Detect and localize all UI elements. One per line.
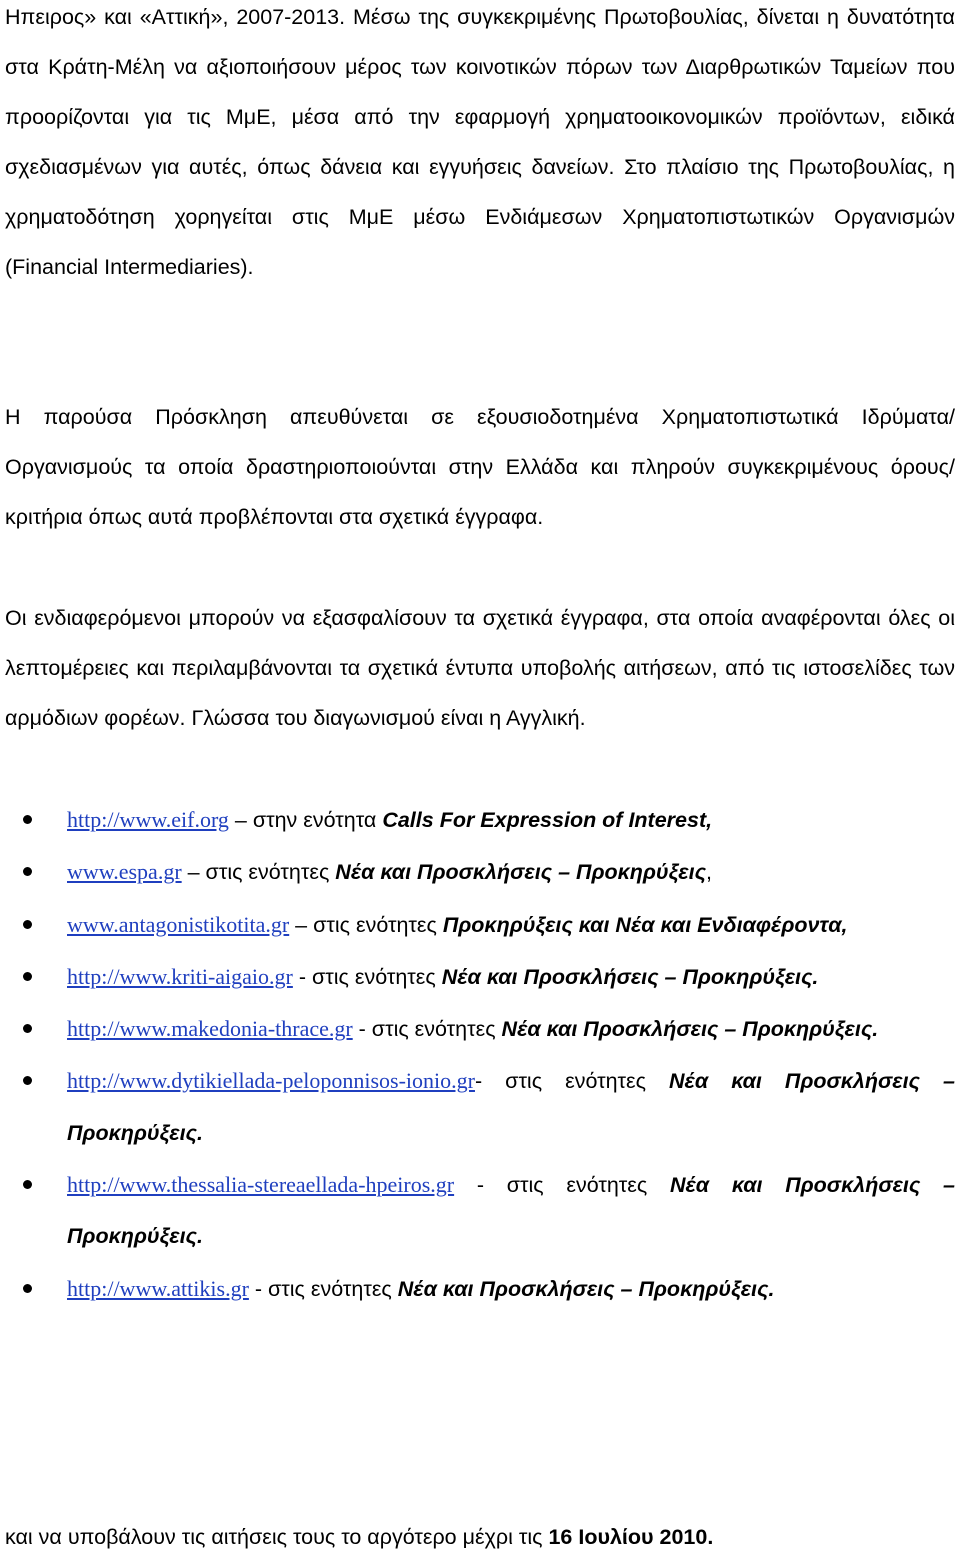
link-espa[interactable]: www.espa.gr [67,859,182,885]
section-name: Νέα και Προσκλήσεις – Προκηρύξεις. [441,964,819,989]
bullet-icon [23,1180,32,1189]
list-item [5,1003,955,1055]
link-description: – στην ενότητα [228,808,383,832]
deadline-date: 16 Ιουλίου 2010. [548,1525,714,1549]
bullet-icon [23,1024,32,1033]
bullet-icon [23,1076,32,1085]
link-description: - στις ενότητες [352,1017,502,1042]
websites-list [5,794,955,1315]
bullet-icon [23,867,32,876]
link-kriti-aigaio[interactable]: http://www.kriti-aigaio.gr [67,963,293,989]
link-attikis[interactable]: http://www.attikis.gr [67,1275,249,1301]
list-item [5,794,955,846]
list-item [5,1055,955,1159]
list-item [5,899,955,951]
invitation-paragraph: Η παρούσα Πρόσκληση απευθύνεται σε εξουσιοδοτημένα Χρηματοπιστωτικά Ιδρύματα/Οργανισμούς τα οποία δραστηριοποιούνται στην Ελλάδα και πληρούν συγκεκριμένους όρους/κριτήρια όπως αυτά προβλέπονται στα σχετικά έγγραφα. [5,405,955,529]
link-dytikiellada[interactable]: http://www.dytikiellada-peloponnisos-ionio.gr [67,1068,475,1094]
intro-paragraph: Ηπειρος» και «Αττική», 2007-2013. Μέσω της συγκεκριμένης Πρωτοβουλίας, δίνεται η δυνατότητα στα Κράτη-Μέλη να αξιοποιήσουν μέρος των κοινοτικών πόρων των Διαρθρωτικών Ταμείων που προορίζονται για τις ΜμΕ, μέσα από την εφαρμογή χρηματοοικονομικών προϊόντων, ειδικά σχεδιασμένων για αυτές, όπως δάνεια και εγγυήσεις δανείων. Στο πλαίσιο της Πρωτοβουλίας, η χρηματοδότηση χορηγείται στις ΜμΕ μέσω Ενδιάμεσων Χρηματοπιστωτικών Οργανισμών (Financial Intermediaries). [5,5,955,279]
section-name: Calls For Expression of Interest, [382,808,713,832]
section-name: Νέα και Προσκλήσεις – Προκηρύξεις. [67,1173,955,1249]
deadline-sentence [5,1512,713,1562]
section-name: Προκηρύξεις και Νέα και Ενδιαφέροντα, [442,912,848,937]
link-thessalia[interactable]: http://www.thessalia-stereaellada-hpeiros.gr [67,1172,455,1198]
section-name: Νέα και Προσκλήσεις – Προκηρύξεις. [501,1017,879,1042]
link-description: – στις ενότητες [289,912,443,937]
list-item [5,1159,955,1263]
list-item [5,1263,955,1315]
link-eif[interactable]: http://www.eif.org [67,807,229,832]
link-description: - στις ενότητες [454,1173,670,1198]
deadline-text: και να υποβάλουν τις αιτήσεις τους το αργότερο μέχρι τις [5,1525,549,1549]
bullet-icon [23,1284,32,1293]
link-makedonia-thrace[interactable]: http://www.makedonia-thrace.gr [67,1016,353,1042]
link-description: - στις ενότητες [474,1069,670,1094]
section-name: Νέα και Προσκλήσεις – Προκηρύξεις [335,860,707,885]
list-item [5,951,955,1003]
list-item: www.espa.gr – στις ενότητες Νέα και Προσκλήσεις – Προκηρύξεις, [5,846,955,898]
bullet-icon [23,920,32,929]
section-name: Νέα και Προσκλήσεις – Προκηρύξεις. [397,1276,775,1301]
link-description: - στις ενότητες [248,1276,398,1301]
documents-paragraph: Οι ενδιαφερόμενοι μπορούν να εξασφαλίσουν τα σχετικά έγγραφα, στα οποία αναφέρονται όλες οι λεπτομέρειες και περιλαμβάνονται τα σχετικά έντυπα υποβολής αιτήσεων, από τις ιστοσελίδες των αρμόδιων φορέων. Γλώσσα του διαγωνισμού είναι η Αγγλική. [5,606,955,730]
bullet-icon [23,815,32,824]
link-antagonistikotita[interactable]: www.antagonistikotita.gr [67,911,290,937]
link-description: - στις ενότητες [292,964,442,989]
bullet-icon [23,972,32,981]
link-description: – στις ενότητες [181,860,336,885]
section-name: Νέα και Προσκλήσεις – Προκηρύξεις. [67,1069,955,1145]
